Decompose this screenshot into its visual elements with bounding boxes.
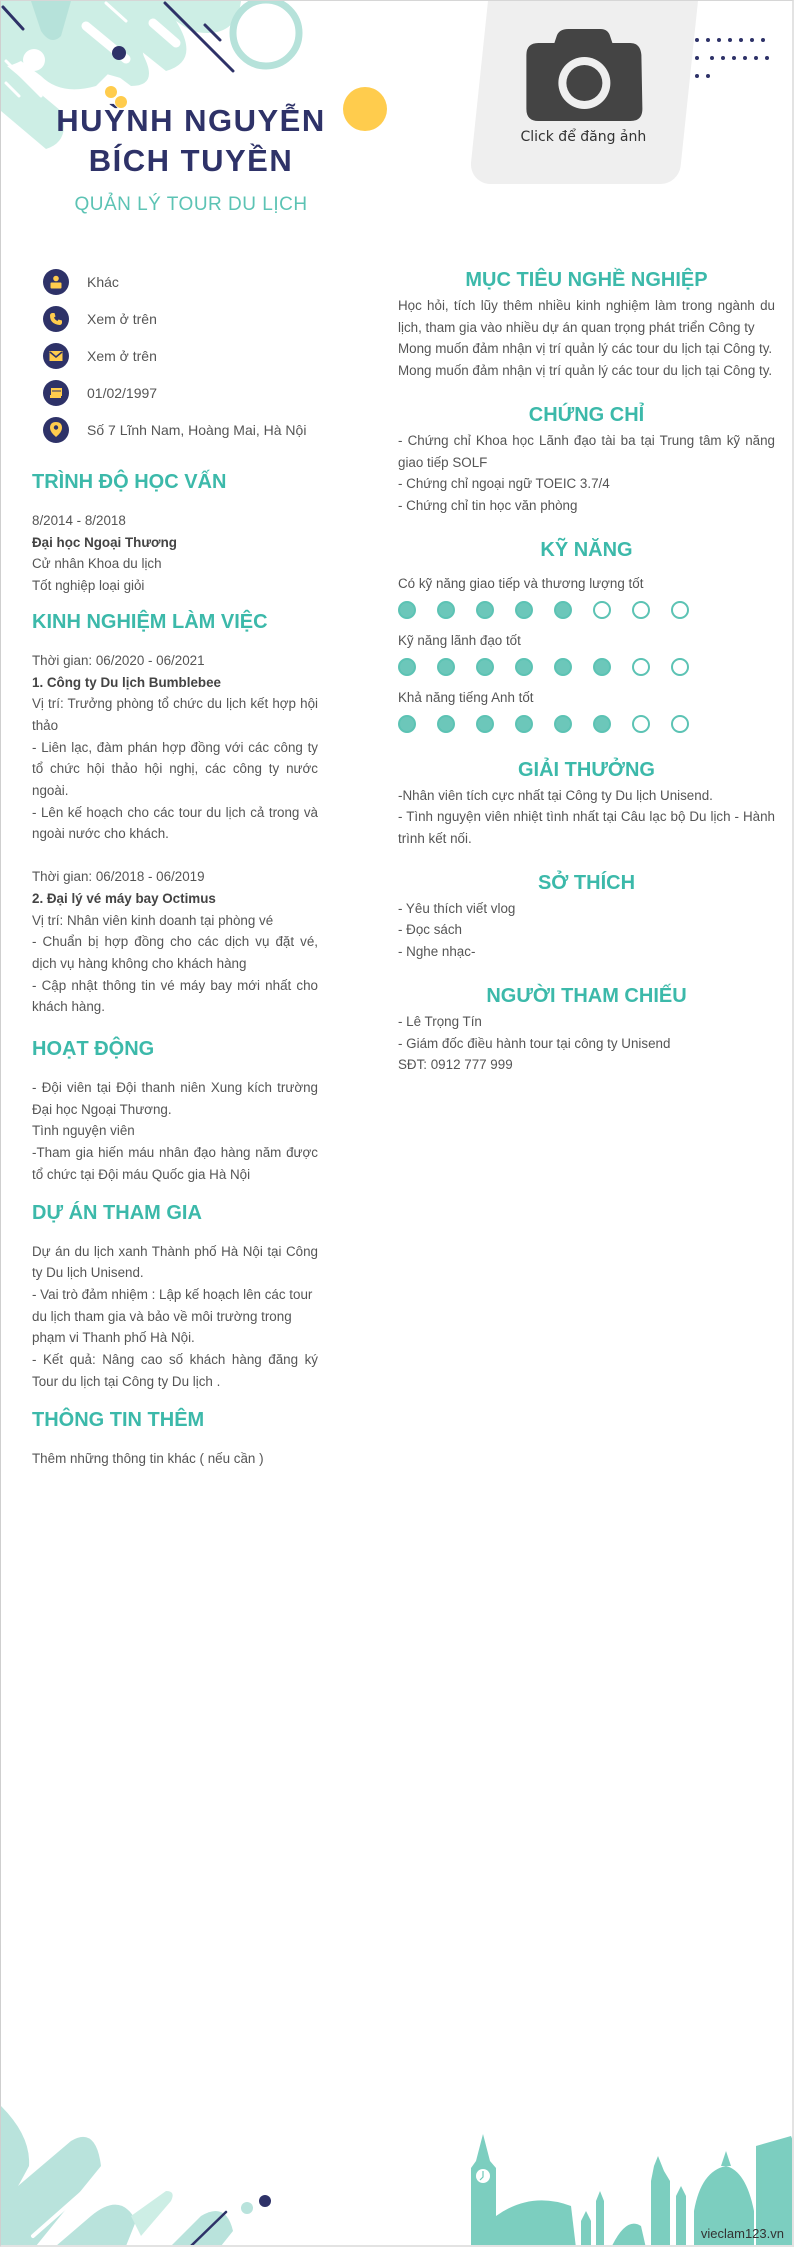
project-line: - Vai trò đảm nhiệm : Lập kế hoạch lên các tour du lịch tham gia và bảo về môi trường trong phạm vi Thanh phố Hà Nội. bbox=[32, 1286, 313, 1346]
extra-info-text: Thêm những thông tin khác ( nếu cần ) bbox=[32, 1450, 264, 1466]
left-column bbox=[32, 471, 318, 1483]
phone-icon bbox=[43, 306, 69, 332]
hobby-line: - Đọc sách bbox=[398, 922, 462, 938]
contact-gender: Khác bbox=[43, 263, 306, 300]
name-line-2: BÍCH TUYỀN bbox=[88, 143, 294, 178]
location-pin-icon bbox=[43, 417, 69, 443]
rating-dot-filled-icon bbox=[593, 715, 611, 733]
contact-address: Số 7 Lĩnh Nam, Hoàng Mai, Hà Nội bbox=[43, 411, 306, 448]
awards-section bbox=[398, 759, 775, 850]
rating-dot-filled-icon bbox=[554, 601, 572, 619]
skills-heading: KỸ NĂNG bbox=[540, 538, 633, 561]
rating-dot-empty-icon bbox=[671, 601, 689, 619]
watermark-brand: vieclam123.vn bbox=[700, 2226, 784, 2241]
objective-section bbox=[398, 269, 775, 382]
extra-info-heading: THÔNG TIN THÊM bbox=[32, 1408, 205, 1431]
job-company: 1. Công ty Du lịch Bumblebee bbox=[32, 674, 221, 690]
reference-line: - Giám đốc điều hành tour tại công ty Unisend bbox=[398, 1035, 671, 1051]
award-line: - Tình nguyện viên nhiệt tình nhất tại Câu lạc bộ Du lịch - Hành trình kết nối. bbox=[398, 809, 775, 847]
references-heading: NGƯỜI THAM CHIẾU bbox=[486, 984, 687, 1007]
rating-dot-filled-icon bbox=[398, 601, 416, 619]
job-duty: - Chuẩn bị hợp đồng cho các dịch vụ đặt vé, dịch vụ hàng không cho khách hàng bbox=[32, 934, 318, 971]
hobby-line: - Nghe nhạc- bbox=[398, 944, 476, 960]
certificate-line: - Chứng chỉ Khoa học Lãnh đạo tài ba tại Trung tâm kỹ năng giao tiếp SOLF bbox=[398, 432, 775, 470]
contact-list bbox=[43, 263, 306, 448]
person-icon bbox=[43, 269, 69, 295]
skill-rating bbox=[398, 715, 775, 733]
mail-icon bbox=[43, 343, 69, 369]
bottom-decoration bbox=[1, 2106, 281, 2247]
job-period: Thời gian: 06/2020 - 06/2021 bbox=[32, 652, 205, 668]
job-duty: - Liên lạc, đàm phán hợp đồng với các công ty tổ chức hội thảo hội nghị, các công ty nước ngoài. bbox=[32, 739, 318, 799]
photo-upload-label: Click để đăng ảnh bbox=[520, 129, 647, 145]
candidate-name bbox=[41, 101, 341, 181]
rating-dot-filled-icon bbox=[593, 658, 611, 676]
job-company: 2. Đại lý vé máy bay Octimus bbox=[32, 890, 216, 906]
rating-dot-filled-icon bbox=[515, 715, 533, 733]
skills-section bbox=[398, 539, 775, 733]
experience-heading: KINH NGHIỆM LÀM VIỆC bbox=[32, 610, 268, 633]
education-period: 8/2014 - 8/2018 bbox=[32, 513, 126, 528]
objective-line: Học hỏi, tích lũy thêm nhiều kinh nghiệm làm trong ngành du lịch, tham gia vào nhiều dự án quan trọng phát triển Công ty bbox=[398, 298, 775, 335]
calendar-icon bbox=[43, 380, 69, 406]
project-line: Dự án du lịch xanh Thành phố Hà Nội tại Công ty Du lịch Unisend. bbox=[32, 1243, 318, 1281]
contact-email: Xem ở trên bbox=[43, 337, 306, 374]
activity-line: - Đội viên tại Đội thanh niên Xung kích trường Đại học Ngoại Thương. bbox=[32, 1080, 318, 1117]
education-section bbox=[32, 471, 318, 597]
certificate-line: - Chứng chỉ tin học văn phòng bbox=[398, 497, 578, 513]
job-duty: - Lên kế hoạch cho các tour du lịch cả trong và ngoài nước cho khách. bbox=[32, 804, 318, 842]
education-degree: Cử nhân Khoa du lịch bbox=[32, 556, 162, 572]
skill-label: Khả năng tiếng Anh tốt bbox=[398, 689, 534, 705]
experience-item bbox=[32, 866, 318, 1018]
skill-label: Có kỹ năng giao tiếp và thương lượng tốt bbox=[398, 575, 644, 591]
rating-dot-empty-icon bbox=[671, 715, 689, 733]
contact-birthday: 01/02/1997 bbox=[43, 374, 306, 411]
rating-dot-empty-icon bbox=[593, 601, 611, 619]
projects-section bbox=[32, 1202, 318, 1393]
job-position: Vị trí: Nhân viên kinh doanh tại phòng vé bbox=[32, 912, 274, 928]
experience-section bbox=[32, 611, 318, 1018]
yellow-circle-decoration bbox=[341, 85, 389, 133]
skill-label: Kỹ năng lãnh đạo tốt bbox=[398, 632, 521, 648]
education-heading: TRÌNH ĐỘ HỌC VẤN bbox=[32, 471, 227, 493]
hobbies-section bbox=[398, 872, 775, 963]
extra-info-section bbox=[32, 1409, 318, 1470]
objective-line: Mong muốn đảm nhận vị trí quản lý các tour du lịch tại Công ty. bbox=[398, 341, 773, 357]
name-line-1: HUỲNH NGUYỄN bbox=[56, 103, 326, 138]
experience-item bbox=[32, 650, 318, 845]
reference-line: SĐT: 0912 777 999 bbox=[398, 1057, 513, 1073]
rating-dot-empty-icon bbox=[632, 658, 650, 676]
rating-dot-filled-icon bbox=[476, 601, 494, 619]
certificates-heading: CHỨNG CHỈ bbox=[528, 403, 645, 426]
projects-heading: DỰ ÁN THAM GIA bbox=[32, 1201, 202, 1224]
rating-dot-empty-icon bbox=[632, 715, 650, 733]
rating-dot-empty-icon bbox=[632, 601, 650, 619]
project-line: - Kết quả: Nâng cao số khách hàng đăng ký Tour du lịch tại Công ty Du lịch . bbox=[32, 1352, 318, 1389]
dot-grid-decoration bbox=[691, 36, 773, 90]
references-section bbox=[398, 985, 775, 1076]
right-column bbox=[398, 269, 775, 1098]
activities-section bbox=[32, 1038, 318, 1186]
reference-line: - Lê Trọng Tín bbox=[398, 1013, 482, 1029]
rating-dot-filled-icon bbox=[398, 658, 416, 676]
rating-dot-filled-icon bbox=[437, 601, 455, 619]
skill-rating bbox=[398, 601, 775, 619]
activities-heading: HOẠT ĐỘNG bbox=[32, 1038, 155, 1061]
certificates-section bbox=[398, 404, 775, 517]
objective-heading: MỤC TIÊU NGHỀ NGHIỆP bbox=[465, 269, 708, 291]
photo-upload-button[interactable] bbox=[469, 1, 698, 184]
hobbies-heading: SỞ THÍCH bbox=[537, 871, 636, 894]
job-title: QUẢN LÝ TOUR DU LỊCH bbox=[74, 194, 308, 215]
rating-dot-filled-icon bbox=[437, 715, 455, 733]
rating-dot-filled-icon bbox=[437, 658, 455, 676]
job-position: Vị trí: Trưởng phòng tổ chức du lịch kết hợp hội thảo bbox=[32, 696, 318, 733]
rating-dot-filled-icon bbox=[554, 658, 572, 676]
contact-phone: Xem ở trên bbox=[43, 300, 306, 337]
activity-line: Tình nguyện viên bbox=[32, 1123, 135, 1139]
skill-rating bbox=[398, 658, 775, 676]
rating-dot-filled-icon bbox=[554, 715, 572, 733]
award-line: -Nhân viên tích cực nhất tại Công ty Du lịch Unisend. bbox=[398, 787, 713, 803]
rating-dot-filled-icon bbox=[515, 601, 533, 619]
certificate-line: - Chứng chỉ ngoại ngữ TOEIC 3.7/4 bbox=[398, 476, 610, 492]
rating-dot-filled-icon bbox=[398, 715, 416, 733]
job-duty: - Cập nhật thông tin vé máy bay mới nhất cho khách hàng. bbox=[32, 977, 318, 1015]
camera-icon bbox=[524, 27, 644, 123]
objective-line: Mong muốn đảm nhận vị trí quản lý các tour du lịch tại Công ty. bbox=[398, 363, 773, 379]
awards-heading: GIẢI THƯỞNG bbox=[518, 758, 655, 781]
activity-line: -Tham gia hiến máu nhân đạo hàng năm được tổ chức tại Đội máu Quốc gia Hà Nội bbox=[32, 1145, 318, 1182]
rating-dot-filled-icon bbox=[476, 715, 494, 733]
education-grade: Tốt nghiệp loại giỏi bbox=[32, 578, 145, 594]
hobby-line: - Yêu thích viết vlog bbox=[398, 900, 516, 916]
education-school: Đại học Ngoại Thương bbox=[32, 534, 177, 550]
job-period: Thời gian: 06/2018 - 06/2019 bbox=[32, 869, 205, 885]
rating-dot-empty-icon bbox=[671, 658, 689, 676]
rating-dot-filled-icon bbox=[515, 658, 533, 676]
rating-dot-filled-icon bbox=[476, 658, 494, 676]
